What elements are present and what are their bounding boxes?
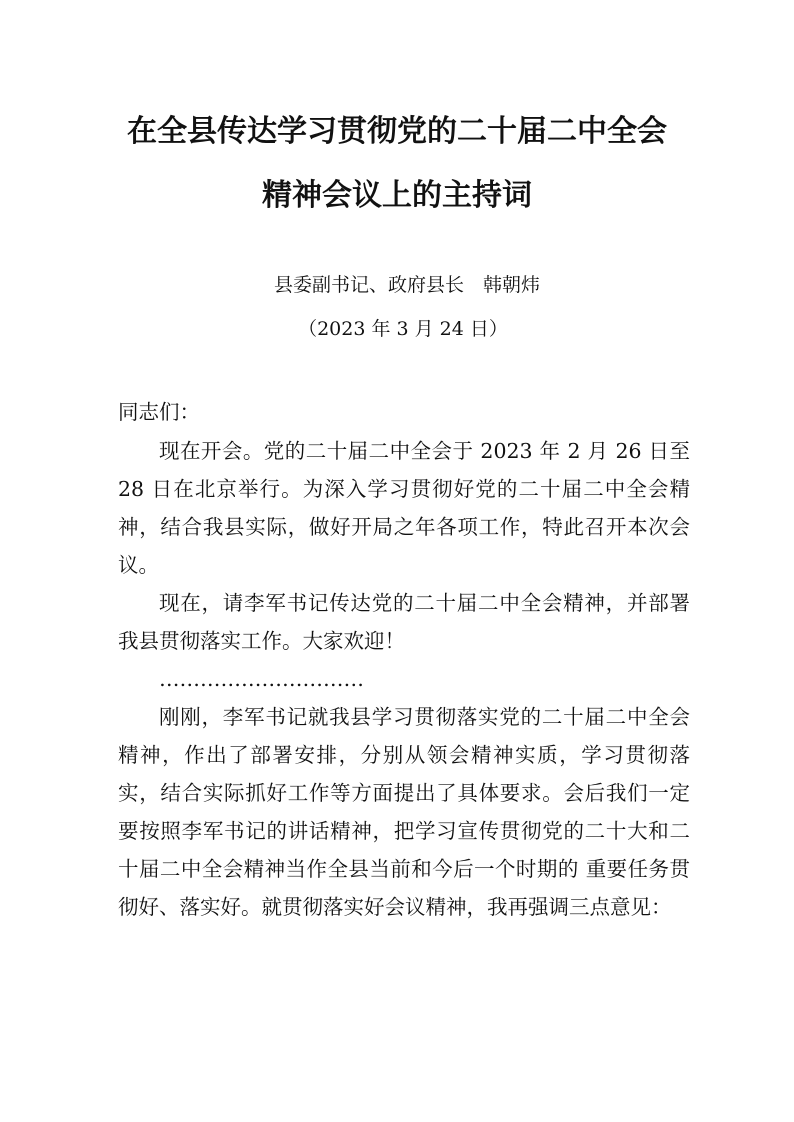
author-line: 县委副书记、政府县长 韩朝炜: [273, 274, 540, 296]
document-title-line-2: 精神会议上的主持词: [262, 178, 532, 213]
salutation: 同志们：: [118, 400, 200, 424]
date-line: （2023 年 3 月 24 日）: [298, 318, 508, 340]
document-title-line-1: 在全县传达学习贯彻党的二十届二中全会: [127, 114, 667, 149]
paragraph-opening: 现在开会。党的二十届二中全会于 2023 年 2 月 26 日至 28 日在北京举行。为深入学习贯彻好党的二十届二中全会精神，结合我县实际，做好开局之年各项工作，特此召开本次会议。: [118, 439, 690, 577]
paragraph-closing: 刚刚，李军书记就我县学习贯彻落实党的二十届二中全会精神，作出了部署安排，分别从领会精神实质，学习贯彻落实，结合实际抓好工作等方面提出了具体要求。会后我们一定要按照李军书记的讲话精神，把学习宣传贯彻党的二十大和二十届二中全会精神当作全县当前和今后一个时期的 重要任务贯彻好、落实好。就贯彻落实好会议精神，我再强调三点意见：: [118, 705, 690, 919]
document-body: [118, 432, 690, 926]
ellipsis-separator: …………………………: [159, 667, 364, 691]
paragraph-invitation: 现在，请李军书记传达党的二十届二中全会精神，并部署我县贯彻落实工作。大家欢迎！: [118, 591, 690, 653]
